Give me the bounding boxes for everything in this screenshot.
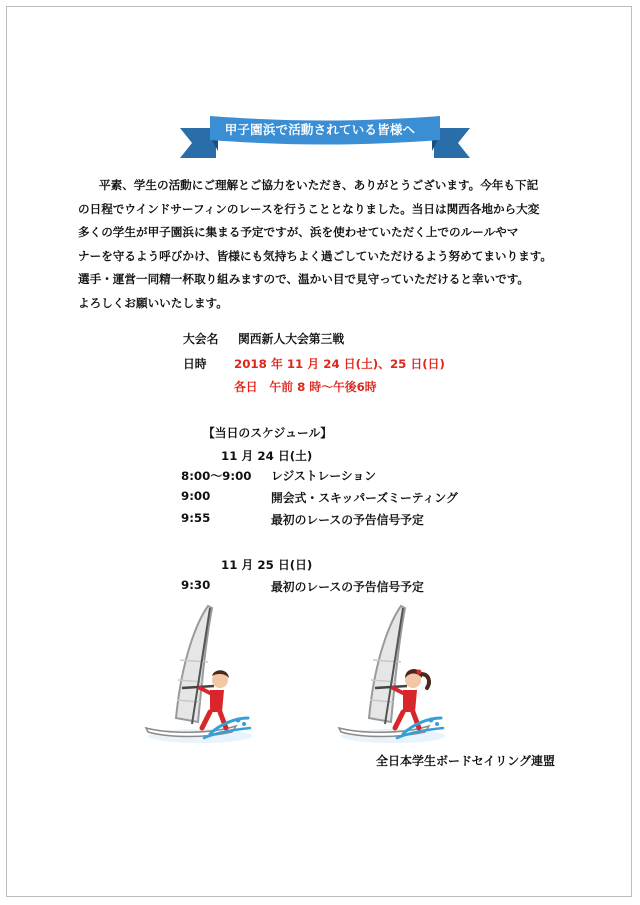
event-name-value: 関西新人大会第三戦	[238, 332, 345, 346]
intro-paragraph	[78, 174, 589, 316]
organization-name: 全日本学生ボードセイリング連盟	[376, 754, 556, 768]
intro-line: 多くの学生が甲子園浜に集まる予定ですが、浜を使わせていただく上でのルールやマ	[78, 225, 519, 240]
intro-line: よろしくお願いいたします。	[78, 295, 228, 310]
schedule-heading: 【当日のスケジュール】	[203, 426, 333, 440]
schedule-item: レジストレーション	[271, 469, 377, 483]
event-time-value: 各日 午前 8 時～午後6時	[234, 380, 377, 394]
schedule-day-date: 11 月 25 日(日)	[221, 558, 313, 572]
schedule-time: 8:00～9:00	[181, 469, 252, 483]
windsurfer-male-illustration	[140, 600, 260, 745]
schedule-day-date: 11 月 24 日(土)	[221, 449, 313, 463]
schedule-time: 9:30	[181, 578, 211, 592]
windsurfer-female-illustration	[333, 600, 453, 745]
banner-title: 甲子園浜で活動されている皆様へ	[224, 122, 416, 137]
intro-line: 選手・運営一同精一杯取り組みますので、温かい目で見守っていただけると幸いです。	[78, 272, 529, 287]
event-date-label: 日時	[183, 357, 207, 371]
schedule-time: 9:00	[181, 489, 211, 503]
schedule-item: 最初のレースの予告信号予定	[271, 513, 424, 527]
intro-line: 平素、学生の活動にご理解とご協力をいただき、ありがとうございます。今年も下記	[99, 178, 539, 192]
event-date-value: 2018 年 11 月 24 日(土)、25 日(日)	[234, 357, 445, 371]
schedule-item: 最初のレースの予告信号予定	[271, 580, 424, 594]
schedule-time: 9:55	[181, 511, 211, 525]
intro-line: の日程でウインドサーフィンのレースを行うこととなりました。当日は関西各地から大変	[78, 201, 540, 216]
intro-line: ナーを守るよう呼びかけ、皆様にも気持ちよく過ごしていただけるよう努めてまいります。	[78, 248, 552, 263]
event-name-label: 大会名	[183, 332, 219, 346]
schedule-item: 開会式・スキッパーズミーティング	[271, 491, 458, 505]
